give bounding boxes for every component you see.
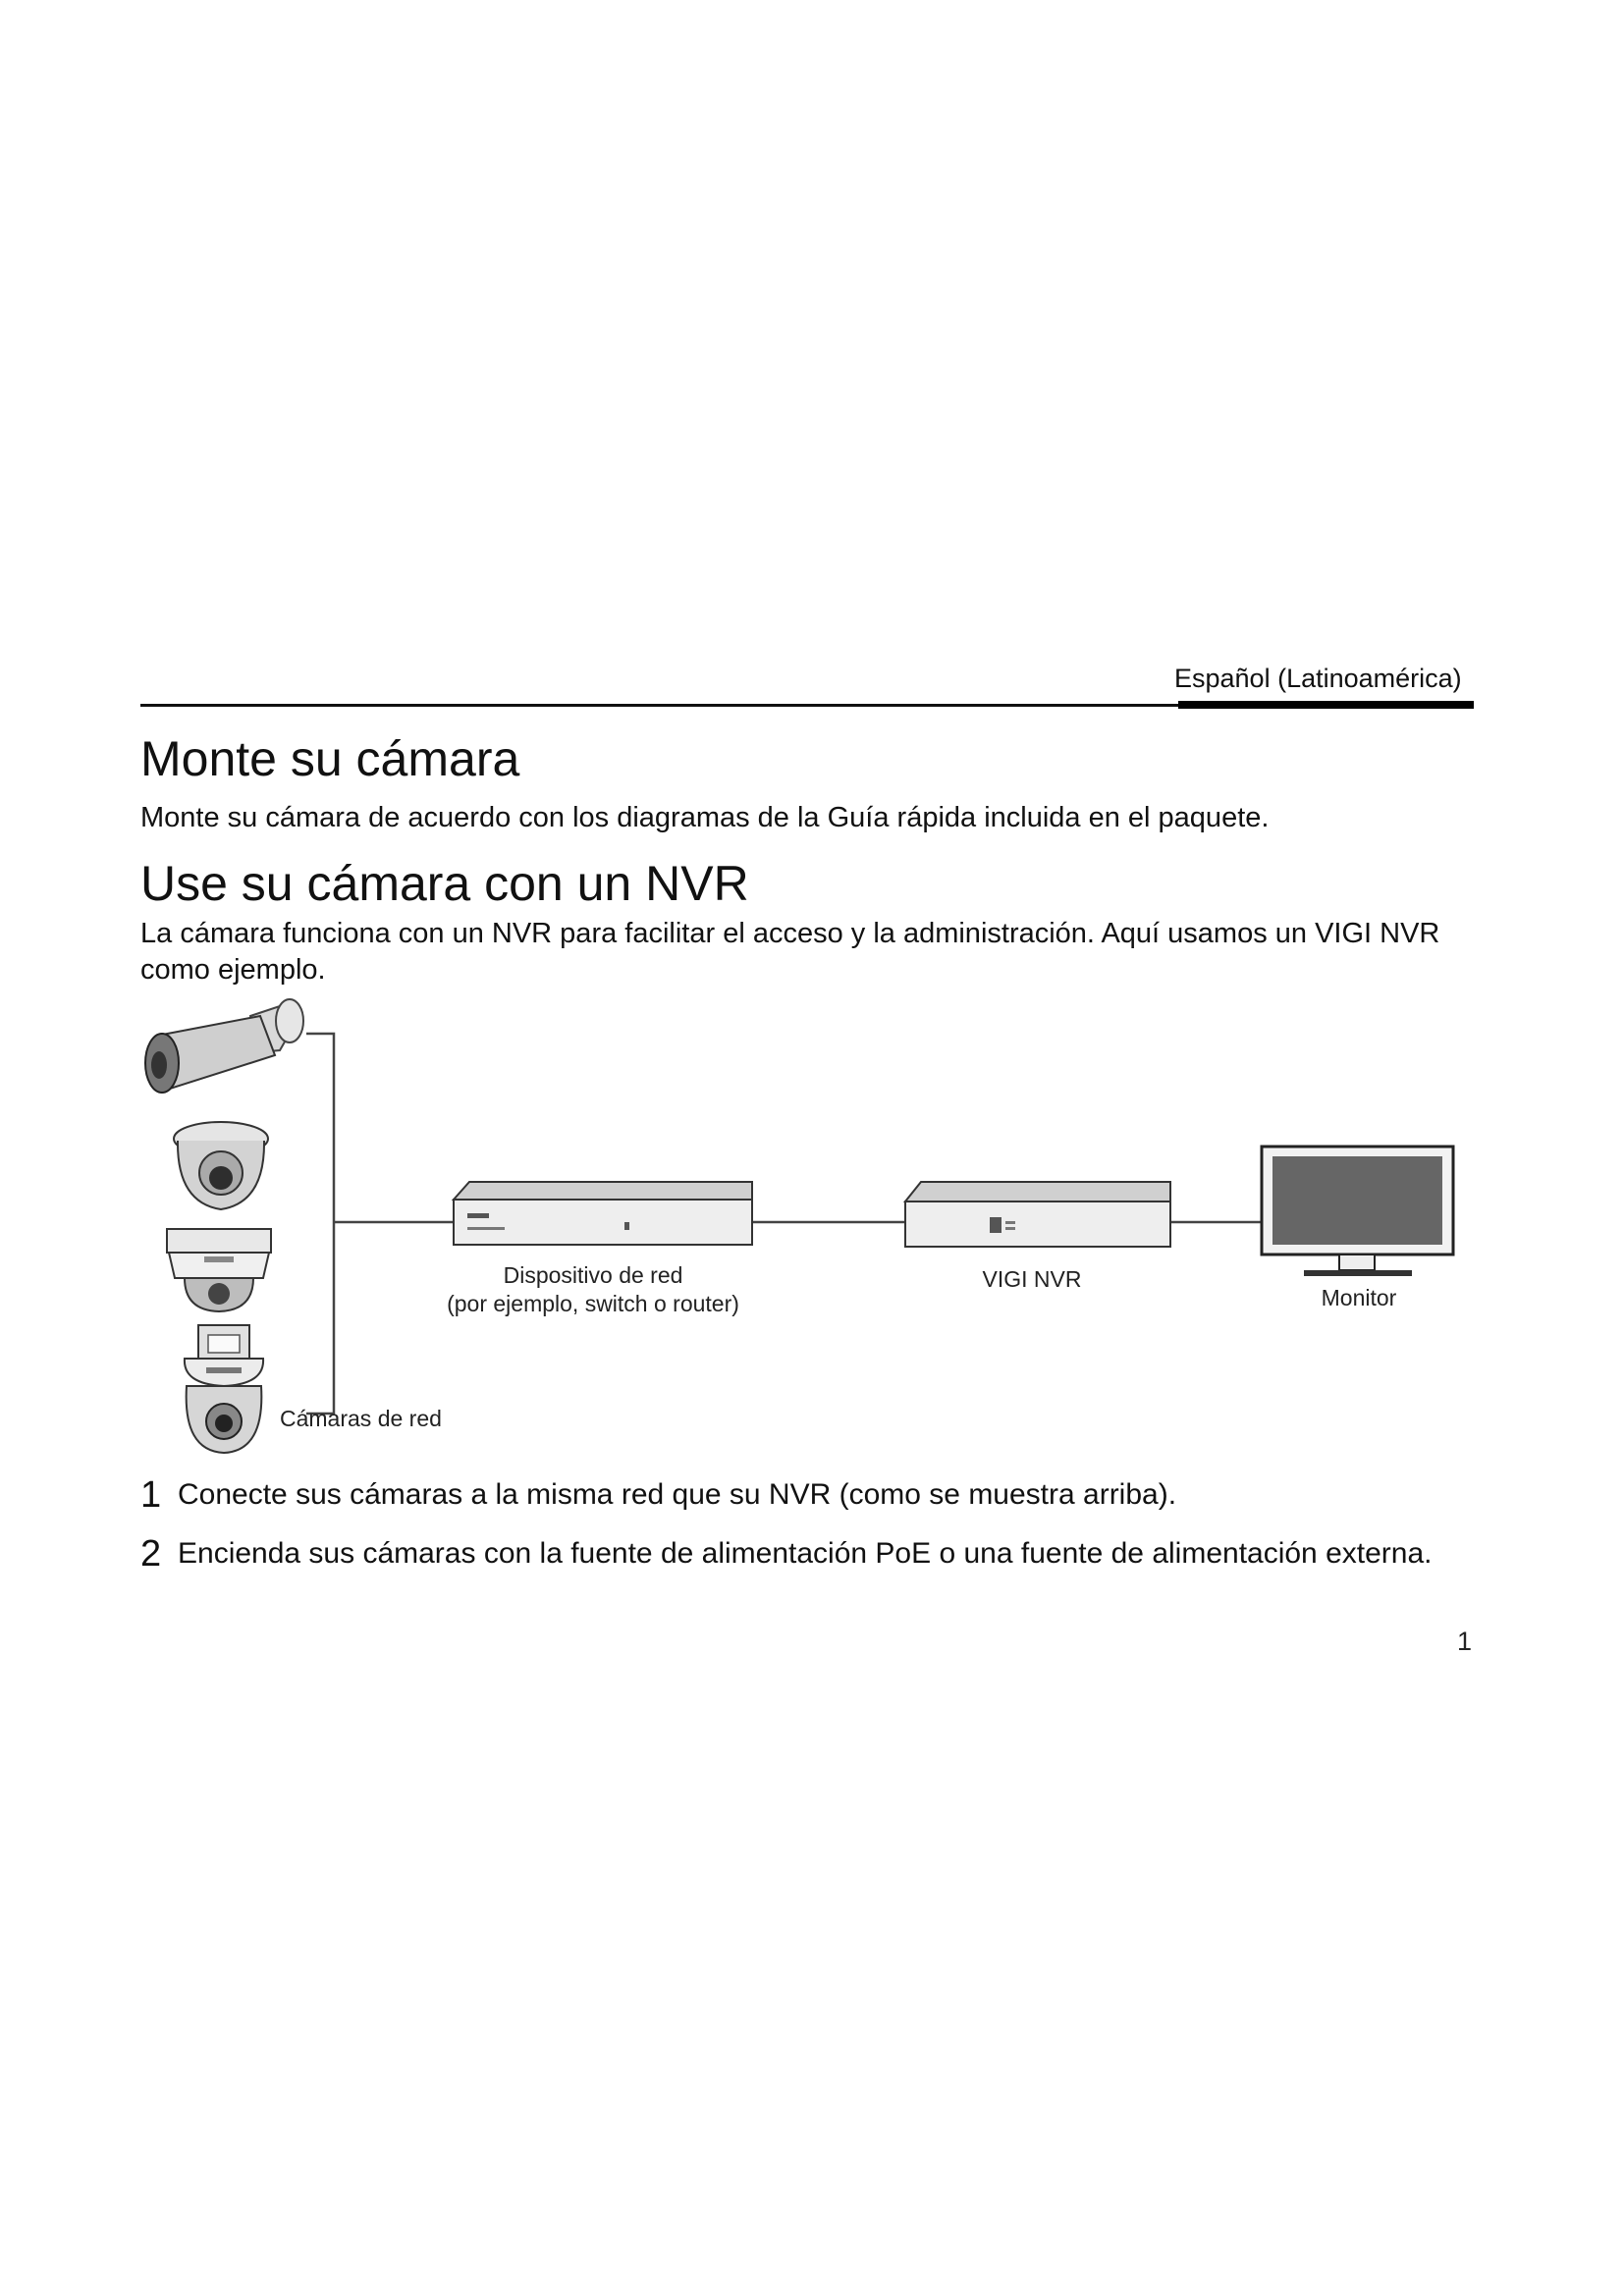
section-title-mount: Monte su cámara <box>140 731 520 786</box>
nvr-label: VIGI NVR <box>982 1266 1082 1292</box>
page-number: 1 <box>1457 1627 1473 1656</box>
step-item <box>140 1531 1486 1576</box>
connection-lines <box>306 1034 1262 1414</box>
network-device-example-label: (por ejemplo, switch o router) <box>447 1291 739 1316</box>
cameras-label: Cámaras de red <box>280 1406 442 1431</box>
monitor-label: Monitor <box>1321 1285 1397 1310</box>
language-label: Español (Latinoamérica) <box>1174 664 1462 693</box>
nvr-device-icon <box>905 1182 1170 1247</box>
step-number: 1 <box>140 1474 162 1516</box>
step-item <box>140 1472 1486 1518</box>
network-switch-icon <box>454 1182 752 1245</box>
section-body-nvr: La cámara funciona con un NVR para facilitar el acceso y la administración. Aquí usamos un VIGI NVR como ejemplo. <box>140 918 1440 986</box>
step-number: 2 <box>140 1533 162 1575</box>
bullet-camera-icon <box>145 999 303 1093</box>
header-rule-accent <box>1178 701 1474 709</box>
section-body-mount: Monte su cámara de acuerdo con los diagramas de la Guía rápida incluida en el paquete. <box>140 802 1270 833</box>
network-device-label: Dispositivo de red <box>503 1262 683 1288</box>
step-text: Conecte sus cámaras a la misma red que su NVR (como se muestra arriba). <box>178 1478 1177 1511</box>
step-text: Encienda sus cámaras con la fuente de alimentación PoE o una fuente de alimentación externa. <box>178 1537 1433 1570</box>
monitor-icon <box>1262 1147 1453 1276</box>
dome-camera-icon <box>167 1229 271 1311</box>
section-title-nvr: Use su cámara con un NVR <box>140 856 749 911</box>
ptz-camera-icon <box>185 1325 263 1453</box>
turret-camera-icon <box>174 1122 268 1209</box>
